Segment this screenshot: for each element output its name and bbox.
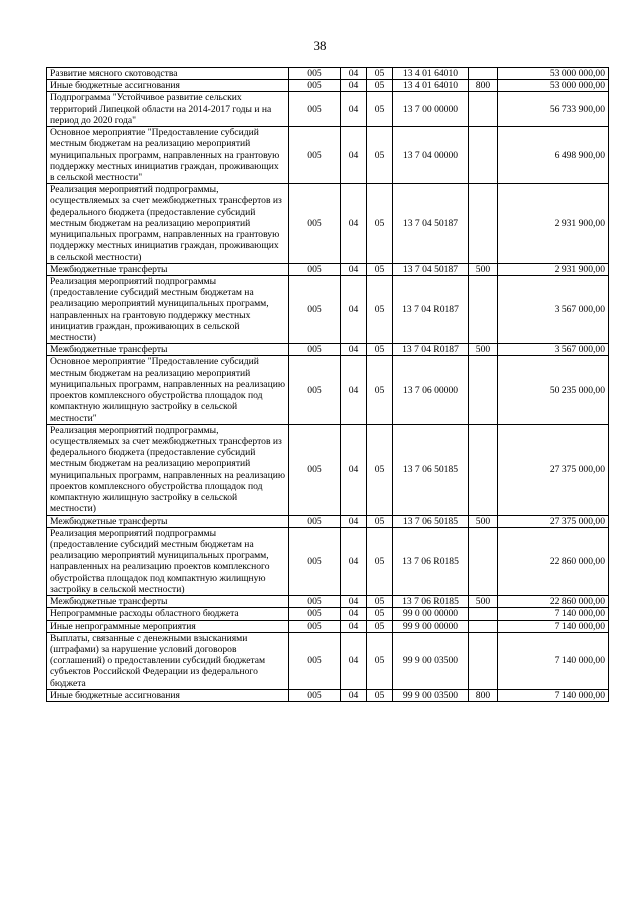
table-row xyxy=(47,344,609,356)
table-row xyxy=(47,515,609,527)
row-target-article-cell: 13 4 01 64010 xyxy=(393,68,469,80)
table-row xyxy=(47,608,609,620)
row-name-cell: Выплаты, связанные с денежными взысканиями (штрафами) за нарушение условий договоров (соглашений) о предоставлении субсидий бюджетам субъектов Российской Федерации из федерального бюджета xyxy=(47,632,289,689)
row-expense-type-cell xyxy=(469,608,498,620)
row-expense-type-cell xyxy=(469,527,498,595)
row-amount-cell: 7 140 000,00 xyxy=(498,632,609,689)
row-section-cell: 04 xyxy=(341,632,367,689)
row-section-cell: 04 xyxy=(341,127,367,184)
row-expense-type-cell xyxy=(469,356,498,424)
row-section-cell: 04 xyxy=(341,80,367,92)
row-target-article-cell: 13 7 06 50185 xyxy=(393,515,469,527)
row-grbs-cell: 005 xyxy=(289,632,341,689)
row-section-cell: 04 xyxy=(341,275,367,343)
page-number: 38 xyxy=(313,38,327,53)
row-subsection-cell: 05 xyxy=(367,620,393,632)
table-row xyxy=(47,424,609,515)
row-target-article-cell: 13 4 01 64010 xyxy=(393,80,469,92)
row-amount-cell: 53 000 000,00 xyxy=(498,68,609,80)
row-expense-type-cell xyxy=(469,68,498,80)
row-section-cell: 04 xyxy=(341,68,367,80)
row-target-article-cell: 99 9 00 03500 xyxy=(393,632,469,689)
row-name-cell: Реализация мероприятий подпрограммы, осуществляемых за счет межбюджетных трансфертов из федерального бюджета (предоставление субсидий местным бюджетам на реализацию мероприятий муниципальных программ, направленных на грантовую поддержку местных инициатив граждан, проживающих в сельской местности) xyxy=(47,184,289,264)
row-amount-cell: 50 235 000,00 xyxy=(498,356,609,424)
table-row xyxy=(47,620,609,632)
row-amount-cell: 56 733 900,00 xyxy=(498,92,609,127)
row-grbs-cell: 005 xyxy=(289,344,341,356)
row-grbs-cell: 005 xyxy=(289,608,341,620)
row-amount-cell: 2 931 900,00 xyxy=(498,184,609,264)
row-section-cell: 04 xyxy=(341,527,367,595)
row-grbs-cell: 005 xyxy=(289,689,341,701)
row-amount-cell: 22 860 000,00 xyxy=(498,596,609,608)
row-subsection-cell: 05 xyxy=(367,608,393,620)
row-expense-type-cell: 800 xyxy=(469,689,498,701)
row-grbs-cell: 005 xyxy=(289,620,341,632)
row-subsection-cell: 05 xyxy=(367,596,393,608)
row-section-cell: 04 xyxy=(341,424,367,515)
row-section-cell: 04 xyxy=(341,356,367,424)
row-expense-type-cell xyxy=(469,127,498,184)
row-expense-type-cell xyxy=(469,275,498,343)
row-subsection-cell: 05 xyxy=(367,344,393,356)
row-amount-cell: 3 567 000,00 xyxy=(498,344,609,356)
row-target-article-cell: 99 9 00 00000 xyxy=(393,620,469,632)
row-target-article-cell: 13 7 06 50185 xyxy=(393,424,469,515)
table-row xyxy=(47,184,609,264)
row-section-cell: 04 xyxy=(341,620,367,632)
budget-table xyxy=(46,67,609,702)
row-target-article-cell: 13 7 04 R0187 xyxy=(393,344,469,356)
row-name-cell: Иные бюджетные ассигнования xyxy=(47,80,289,92)
budget-table-body xyxy=(47,68,609,702)
row-expense-type-cell: 500 xyxy=(469,596,498,608)
table-row xyxy=(47,92,609,127)
row-grbs-cell: 005 xyxy=(289,80,341,92)
row-subsection-cell: 05 xyxy=(367,127,393,184)
row-target-article-cell: 13 7 06 R0185 xyxy=(393,527,469,595)
row-amount-cell: 7 140 000,00 xyxy=(498,620,609,632)
row-subsection-cell: 05 xyxy=(367,356,393,424)
row-subsection-cell: 05 xyxy=(367,515,393,527)
row-amount-cell: 22 860 000,00 xyxy=(498,527,609,595)
row-section-cell: 04 xyxy=(341,515,367,527)
table-row xyxy=(47,632,609,689)
row-name-cell: Межбюджетные трансферты xyxy=(47,344,289,356)
row-subsection-cell: 05 xyxy=(367,689,393,701)
row-grbs-cell: 005 xyxy=(289,184,341,264)
row-name-cell: Развитие мясного скотоводства xyxy=(47,68,289,80)
row-target-article-cell: 13 7 04 R0187 xyxy=(393,275,469,343)
table-row xyxy=(47,527,609,595)
row-expense-type-cell xyxy=(469,92,498,127)
row-grbs-cell: 005 xyxy=(289,596,341,608)
row-grbs-cell: 005 xyxy=(289,263,341,275)
row-target-article-cell: 13 7 06 R0185 xyxy=(393,596,469,608)
table-row xyxy=(47,689,609,701)
row-amount-cell: 27 375 000,00 xyxy=(498,424,609,515)
row-subsection-cell: 05 xyxy=(367,68,393,80)
row-grbs-cell: 005 xyxy=(289,92,341,127)
row-section-cell: 04 xyxy=(341,344,367,356)
row-grbs-cell: 005 xyxy=(289,527,341,595)
row-grbs-cell: 005 xyxy=(289,275,341,343)
row-subsection-cell: 05 xyxy=(367,275,393,343)
row-section-cell: 04 xyxy=(341,92,367,127)
row-expense-type-cell xyxy=(469,620,498,632)
row-amount-cell: 27 375 000,00 xyxy=(498,515,609,527)
row-name-cell: Иные непрограммные мероприятия xyxy=(47,620,289,632)
row-subsection-cell: 05 xyxy=(367,263,393,275)
row-amount-cell: 7 140 000,00 xyxy=(498,689,609,701)
row-target-article-cell: 13 7 04 00000 xyxy=(393,127,469,184)
row-expense-type-cell: 800 xyxy=(469,80,498,92)
row-grbs-cell: 005 xyxy=(289,127,341,184)
row-name-cell: Иные бюджетные ассигнования xyxy=(47,689,289,701)
row-name-cell: Реализация мероприятий подпрограммы (предоставление субсидий местным бюджетам на реализацию мероприятий муниципальных программ, направленных на реализацию проектов комплексного обустройства площадок под компактную жилищную застройку в сельской местности) xyxy=(47,527,289,595)
row-name-cell: Межбюджетные трансферты xyxy=(47,596,289,608)
row-subsection-cell: 05 xyxy=(367,80,393,92)
row-subsection-cell: 05 xyxy=(367,92,393,127)
row-target-article-cell: 99 9 00 03500 xyxy=(393,689,469,701)
row-grbs-cell: 005 xyxy=(289,515,341,527)
row-subsection-cell: 05 xyxy=(367,184,393,264)
row-target-article-cell: 13 7 06 00000 xyxy=(393,356,469,424)
row-section-cell: 04 xyxy=(341,596,367,608)
row-target-article-cell: 99 0 00 00000 xyxy=(393,608,469,620)
table-row xyxy=(47,275,609,343)
row-expense-type-cell: 500 xyxy=(469,344,498,356)
table-row xyxy=(47,263,609,275)
row-target-article-cell: 13 7 04 50187 xyxy=(393,184,469,264)
row-expense-type-cell xyxy=(469,184,498,264)
row-grbs-cell: 005 xyxy=(289,424,341,515)
row-name-cell: Основное мероприятие "Предоставление субсидий местным бюджетам на реализацию мероприятий муниципальных программ, направленных на грантовую поддержку местных инициатив граждан, проживающих в сельской местности" xyxy=(47,127,289,184)
row-name-cell: Межбюджетные трансферты xyxy=(47,263,289,275)
row-amount-cell: 53 000 000,00 xyxy=(498,80,609,92)
row-target-article-cell: 13 7 00 00000 xyxy=(393,92,469,127)
row-name-cell: Основное мероприятие "Предоставление субсидий местным бюджетам на реализацию мероприятий муниципальных программ, направленных на реализацию проектов комплексного обустройства площадок под компактную жилищную застройку в сельской местности" xyxy=(47,356,289,424)
row-section-cell: 04 xyxy=(341,608,367,620)
table-row xyxy=(47,596,609,608)
table-row xyxy=(47,127,609,184)
row-grbs-cell: 005 xyxy=(289,68,341,80)
row-section-cell: 04 xyxy=(341,689,367,701)
row-amount-cell: 6 498 900,00 xyxy=(498,127,609,184)
row-target-article-cell: 13 7 04 50187 xyxy=(393,263,469,275)
row-expense-type-cell: 500 xyxy=(469,263,498,275)
row-subsection-cell: 05 xyxy=(367,424,393,515)
row-name-cell: Реализация мероприятий подпрограммы, осуществляемых за счет межбюджетных трансфертов из федерального бюджета (предоставление субсидий местным бюджетам на реализацию мероприятий муниципальных программ, направленных на реализацию проектов комплексного обустройства площадок под компактную жилищную застройку в сельской местности) xyxy=(47,424,289,515)
row-section-cell: 04 xyxy=(341,263,367,275)
row-expense-type-cell: 500 xyxy=(469,515,498,527)
row-expense-type-cell xyxy=(469,632,498,689)
row-name-cell: Реализация мероприятий подпрограммы (предоставление субсидий местным бюджетам на реализацию мероприятий муниципальных программ, направленных на грантовую поддержку местных инициатив граждан, проживающих в сельской местности) xyxy=(47,275,289,343)
table-row xyxy=(47,68,609,80)
row-name-cell: Подпрограмма "Устойчивое развитие сельских территорий Липецкой области на 2014-2017 годы и на период до 2020 года" xyxy=(47,92,289,127)
table-row xyxy=(47,356,609,424)
row-name-cell: Непрограммные расходы областного бюджета xyxy=(47,608,289,620)
row-amount-cell: 7 140 000,00 xyxy=(498,608,609,620)
row-grbs-cell: 005 xyxy=(289,356,341,424)
row-subsection-cell: 05 xyxy=(367,632,393,689)
row-section-cell: 04 xyxy=(341,184,367,264)
row-amount-cell: 2 931 900,00 xyxy=(498,263,609,275)
row-subsection-cell: 05 xyxy=(367,527,393,595)
row-name-cell: Межбюджетные трансферты xyxy=(47,515,289,527)
table-row xyxy=(47,80,609,92)
row-amount-cell: 3 567 000,00 xyxy=(498,275,609,343)
row-expense-type-cell xyxy=(469,424,498,515)
